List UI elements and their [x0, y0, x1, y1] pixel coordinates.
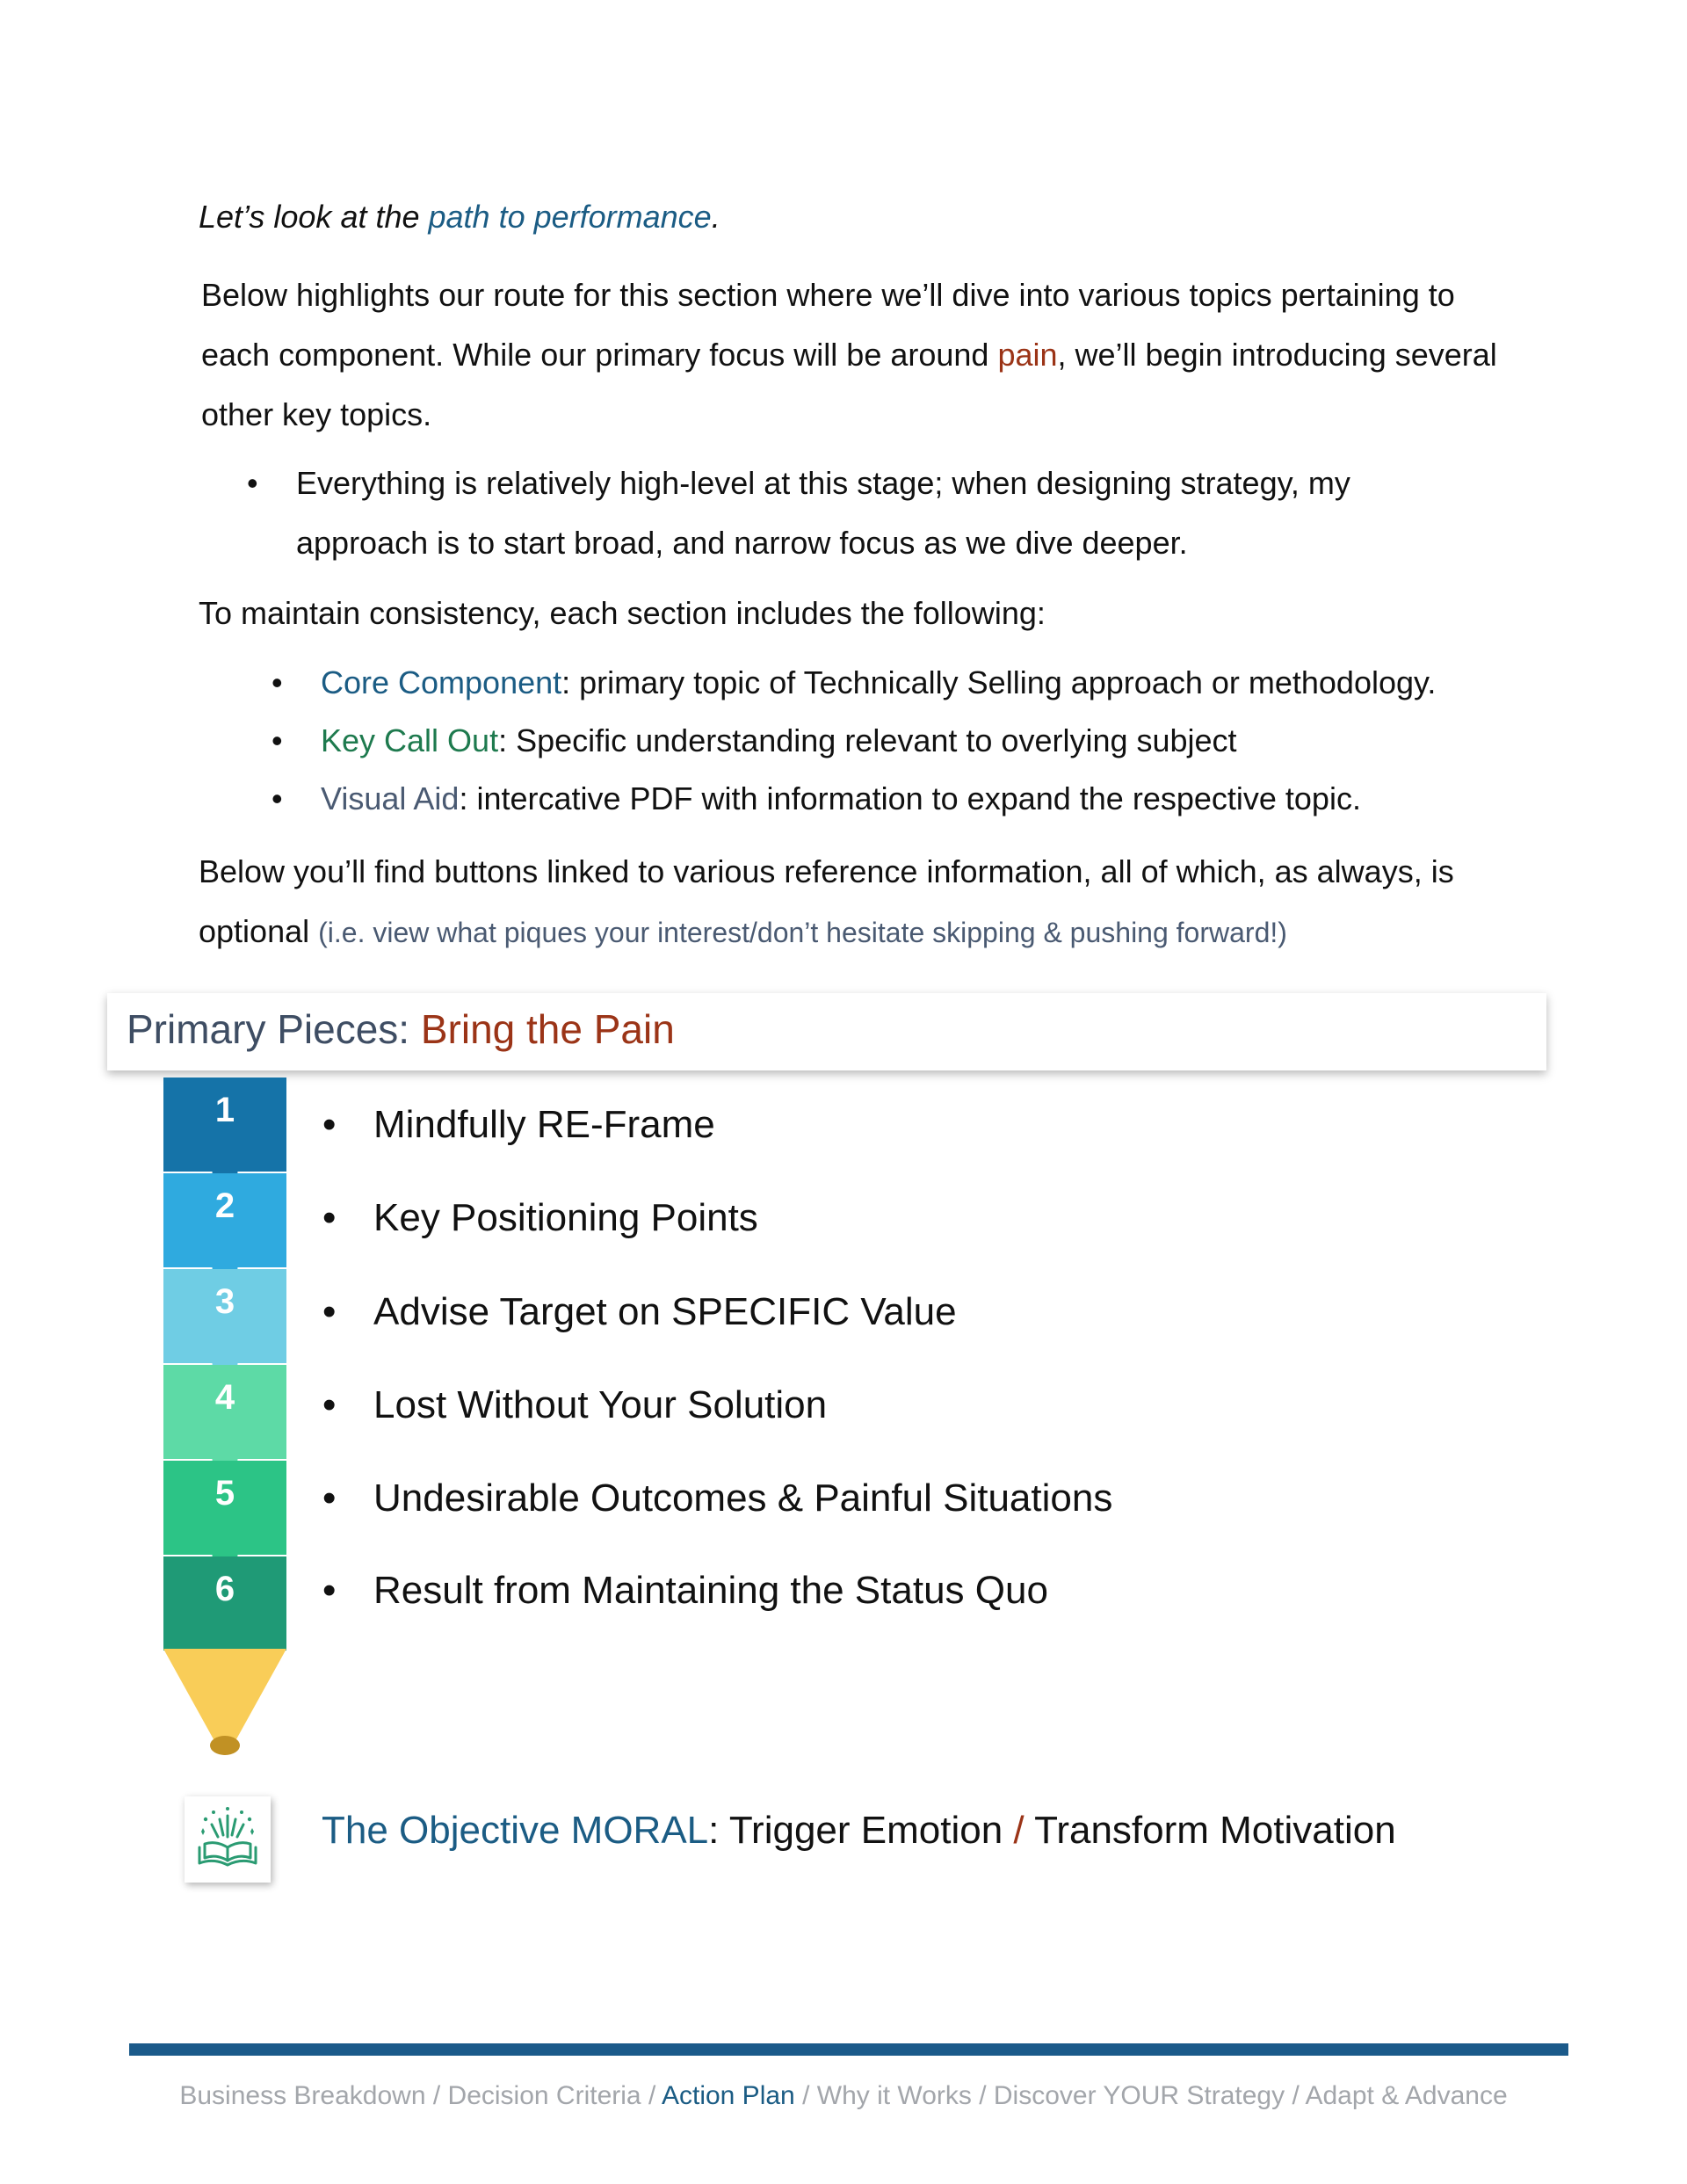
step-text: Result from Maintaining the Status Quo [373, 1569, 1048, 1612]
section-item-term: Key Call Out [321, 722, 499, 758]
footer-separator: / [641, 2081, 662, 2110]
step-text: Key Positioning Points [373, 1196, 758, 1239]
footer-separator: / [794, 2081, 817, 2110]
footer-link[interactable]: Business Breakdown [179, 2081, 426, 2110]
intro-end: . [711, 199, 720, 235]
banner-heading [127, 1005, 675, 1053]
open-book-icon [185, 1796, 271, 1883]
bullet-dot-icon: • [272, 664, 283, 700]
paragraph-text-2: , we’ll begin introducing several other key topics. [201, 337, 1497, 432]
reference-text [199, 842, 1517, 962]
footer-separator: / [971, 2081, 994, 2110]
reference-note: (i.e. view what piques your interest/don’t hesitate skipping & pushing forward!) [318, 917, 1287, 948]
bullet-dot-icon: • [322, 1290, 337, 1333]
intro-line [199, 199, 720, 236]
note-bullet [247, 453, 1491, 573]
footer-link[interactable]: Adapt & Advance [1305, 2081, 1508, 2110]
pencil-tip [163, 1649, 286, 1747]
bullet-dot-icon: • [322, 1196, 337, 1239]
intro-paragraph [201, 265, 1510, 445]
footer-rule [129, 2043, 1568, 2056]
moral-statement [322, 1809, 1396, 1853]
section-item-term: Visual Aid [321, 780, 460, 816]
moral-part-2: Transform Motivation [1034, 1809, 1396, 1852]
step-number: 3 [214, 1282, 235, 1321]
moral-colon: : [708, 1809, 729, 1852]
footer-separator: / [425, 2081, 448, 2110]
step-item [322, 1569, 1048, 1613]
step-number: 5 [214, 1474, 235, 1513]
moral-separator: / [1003, 1809, 1035, 1852]
section-item-visual-aid [272, 780, 1361, 817]
banner-title: Bring the Pain [420, 1006, 675, 1052]
pencil-steps-graphic [163, 1077, 286, 1763]
consistency-text: To maintain consistency, each section includes the following: [199, 595, 1046, 631]
bullet-dot-icon: • [272, 780, 283, 816]
banner-label: Primary Pieces: [127, 1006, 421, 1052]
pain-highlight: pain [997, 337, 1058, 373]
section-item-desc: : intercative PDF with information to expand the respective topic. [459, 780, 1361, 816]
step-item [322, 1290, 957, 1334]
intro-lead: Let’s look at the [199, 199, 429, 235]
reference-main-text: Below you’ll find buttons linked to various reference information, all of which, as always, is optional [199, 853, 1454, 949]
footer-link[interactable]: Discover YOUR Strategy [993, 2081, 1285, 2110]
bullet-dot-icon: • [322, 1103, 337, 1146]
footer-nav [0, 2081, 1687, 2111]
pencil-lead [210, 1736, 240, 1755]
step-number: 4 [214, 1378, 235, 1417]
step-number: 1 [214, 1091, 235, 1129]
paragraph-text-1: Below highlights our route for this section where we’ll dive into various topics pertaining to each component. While our primary focus will be around [201, 277, 1455, 373]
footer-separator: / [1285, 2081, 1306, 2110]
moral-part-1: Trigger Emotion [728, 1809, 1003, 1852]
note-bullet-text: Everything is relatively high-level at this stage; when designing strategy, my approach is to start broad, and narrow focus as we dive deeper. [296, 465, 1350, 561]
step-text: Advise Target on SPECIFIC Value [373, 1290, 957, 1333]
section-item-desc: : Specific understanding relevant to overlying subject [498, 722, 1237, 758]
step-text: Lost Without Your Solution [373, 1383, 828, 1426]
step-text: Undesirable Outcomes & Painful Situations [373, 1477, 1113, 1520]
intro-highlight: path to performance [428, 199, 712, 235]
step-item [322, 1196, 758, 1240]
bullet-dot-icon: • [272, 722, 283, 758]
step-item [322, 1383, 828, 1427]
step-number: 6 [214, 1570, 235, 1608]
step-number: 2 [214, 1186, 235, 1225]
bullet-dot-icon: • [322, 1569, 337, 1612]
step-item [322, 1477, 1113, 1520]
section-item-core-component [272, 664, 1437, 701]
footer-link[interactable]: Why it Works [816, 2081, 972, 2110]
footer-link[interactable]: Decision Criteria [447, 2081, 641, 2110]
bullet-dot-icon: • [322, 1383, 337, 1426]
step-text: Mindfully RE-Frame [373, 1103, 715, 1146]
section-item-term: Core Component [321, 664, 562, 700]
footer-link[interactable]: Action Plan [661, 2081, 795, 2110]
section-item-desc: : primary topic of Technically Selling approach or methodology. [561, 664, 1437, 700]
bullet-dot-icon: • [322, 1477, 337, 1520]
primary-pieces-banner [107, 993, 1546, 1070]
step-item [322, 1103, 715, 1147]
section-item-key-call-out [272, 722, 1237, 759]
bullet-dot-icon: • [247, 465, 258, 501]
moral-label: The Objective MORAL [322, 1809, 709, 1852]
